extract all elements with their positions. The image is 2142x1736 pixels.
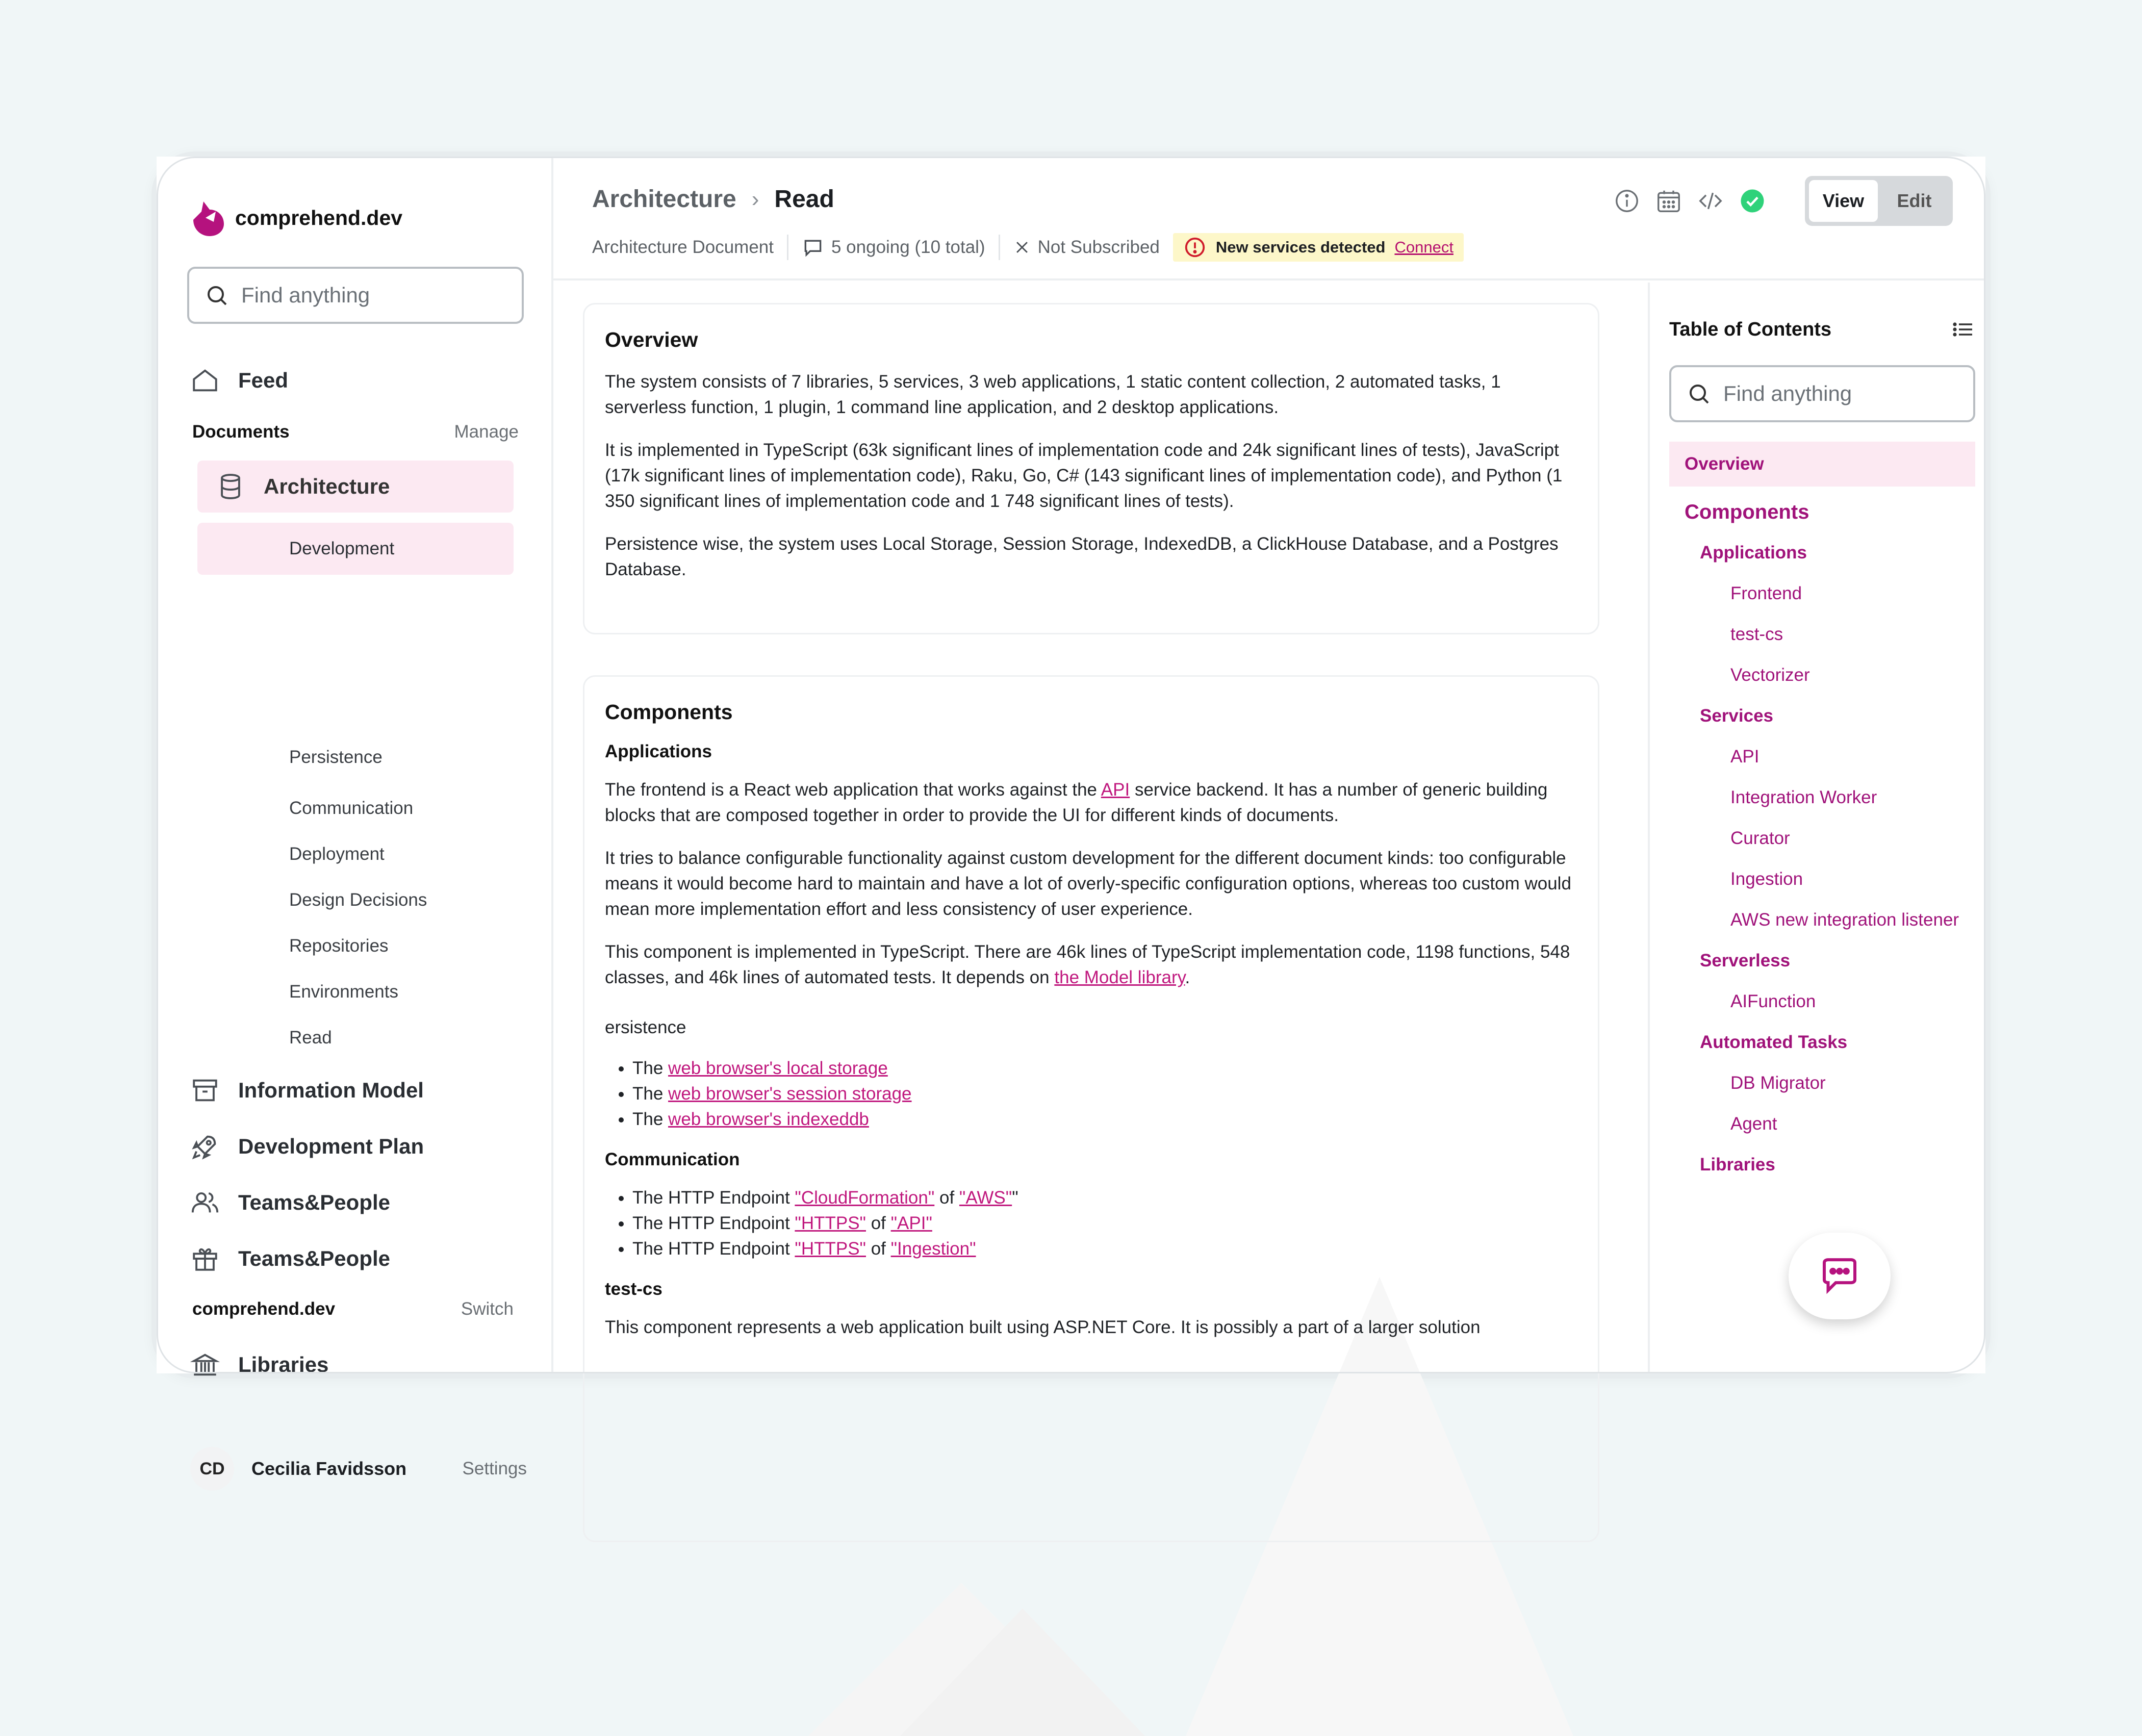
- endpoint-link[interactable]: "CloudFormation": [795, 1188, 935, 1208]
- toc-item-api[interactable]: API: [1730, 747, 1760, 767]
- sidebar-subitem-read[interactable]: Read: [289, 1028, 332, 1048]
- text-span: service backend. It has a number of generic building blocks that are composed together in order to provide the UI for different kinds of documents.: [605, 780, 1548, 825]
- brand-name: comprehend.dev: [235, 206, 403, 229]
- settings-link[interactable]: Settings: [462, 1459, 527, 1478]
- text-span: This component is implemented in TypeScript. There are 46k lines of TypeScript implementation code, 1198 functions, 548 classes, and 46k lines of automated tests. It depends on: [605, 942, 1570, 987]
- toc-item-test-cs[interactable]: test-cs: [1730, 624, 1783, 644]
- text-span: The: [632, 1109, 669, 1129]
- indexeddb-link[interactable]: web browser's indexeddb: [668, 1109, 869, 1129]
- sidebar-item-architecture[interactable]: [197, 461, 514, 513]
- component-paragraph: This component represents a web application built using ASP.NET Core. It is possibly a part of a larger solution: [605, 1317, 1481, 1337]
- toc-item-curator[interactable]: Curator: [1730, 828, 1790, 848]
- alert-text: New services detected: [1215, 238, 1386, 256]
- persistence-list: [632, 1056, 1577, 1132]
- sidebar-subitem-design-decisions[interactable]: Design Decisions: [289, 890, 427, 910]
- text-span: of: [865, 1239, 891, 1259]
- sidebar-item-information-model[interactable]: [190, 1076, 424, 1105]
- brand-logo-icon: [187, 197, 228, 238]
- workspace-title: comprehend.dev: [192, 1299, 336, 1319]
- service-link[interactable]: "AWS": [959, 1188, 1012, 1208]
- toc-item-libraries[interactable]: Libraries: [1700, 1155, 1775, 1175]
- sidebar-subitem-persistence[interactable]: Persistence: [289, 747, 382, 767]
- status-ok-icon: [1739, 187, 1766, 215]
- search-placeholder: Find anything: [1723, 381, 1852, 405]
- list-item: [632, 1236, 1577, 1262]
- sidebar-item-label: Information Model: [238, 1078, 424, 1102]
- communication-title: Communication: [605, 1150, 740, 1169]
- service-link[interactable]: "API": [890, 1213, 932, 1233]
- documents-section-header: [192, 422, 519, 442]
- code-icon[interactable]: [1697, 187, 1724, 215]
- toc-item-components[interactable]: Components: [1685, 501, 1809, 523]
- chevron-right-icon: ›: [751, 186, 759, 212]
- calendar-icon[interactable]: [1655, 187, 1682, 215]
- document-meta: [592, 232, 1464, 263]
- brand[interactable]: [187, 197, 402, 238]
- service-link[interactable]: "Ingestion": [890, 1239, 976, 1259]
- list-item: [632, 1185, 1577, 1211]
- toc-item-automated-tasks[interactable]: Automated Tasks: [1700, 1032, 1848, 1052]
- toc-title: Table of Contents: [1669, 318, 1832, 340]
- comments-label: 5 ongoing (10 total): [831, 237, 985, 257]
- toc-item-label: Overview: [1685, 454, 1764, 474]
- text-span: of: [865, 1213, 891, 1233]
- table-of-contents: [1648, 283, 1985, 1373]
- sidebar-item-label: Feed: [238, 368, 289, 392]
- view-edit-toggle: [1805, 176, 1953, 226]
- toc-item-integration-worker[interactable]: Integration Worker: [1730, 787, 1877, 807]
- gift-icon: [190, 1244, 220, 1273]
- rocket-icon: [190, 1132, 220, 1161]
- local-storage-link[interactable]: web browser's local storage: [668, 1058, 888, 1078]
- view-button[interactable]: View: [1809, 180, 1878, 222]
- users-icon: [190, 1188, 220, 1217]
- endpoint-link[interactable]: "HTTPS": [795, 1239, 866, 1259]
- toc-item-serverless[interactable]: Serverless: [1700, 951, 1791, 971]
- comment-icon: [802, 236, 824, 259]
- communication-list: [632, 1185, 1577, 1262]
- workspace-section-header: [192, 1299, 514, 1319]
- components-title: Components: [605, 700, 733, 724]
- user-name: Cecilia Favidsson: [251, 1458, 407, 1479]
- toc-item-aws-new-integration-listener[interactable]: AWS new integration listener: [1730, 910, 1959, 930]
- sidebar-subitem-development[interactable]: [197, 523, 514, 575]
- sidebar-subitem-label: Development: [289, 539, 395, 558]
- document-content[interactable]: [553, 283, 1646, 1373]
- avatar[interactable]: CD: [190, 1447, 234, 1491]
- manage-link[interactable]: Manage: [454, 422, 519, 442]
- text-span: ": [1012, 1188, 1018, 1208]
- sidebar-item-label: Teams&People: [238, 1246, 390, 1270]
- overview-card: [583, 303, 1599, 634]
- document-type: Architecture Document: [592, 237, 774, 257]
- sidebar-item-teams-people[interactable]: [190, 1188, 390, 1217]
- sidebar-search-input[interactable]: [187, 267, 524, 324]
- sidebar-item-feed[interactable]: [190, 366, 288, 395]
- list-item: [632, 1056, 1577, 1081]
- sidebar-subitem-environments[interactable]: Environments: [289, 982, 398, 1002]
- subscription-label: Not Subscribed: [1037, 237, 1160, 257]
- app-window: [151, 151, 1991, 1479]
- text-span: The frontend is a React web application that works against the: [605, 780, 1101, 800]
- overview-paragraph: The system consists of 7 libraries, 5 services, 3 web applications, 1 static content collection, 2 automated tasks, 1 serverless function, 1 plugin, 1 command line application, and 2 desktop applications.: [605, 372, 1501, 417]
- header-actions: [1613, 187, 1766, 215]
- toc-item-overview[interactable]: [1669, 442, 1975, 487]
- text-span: of: [934, 1188, 959, 1208]
- search-placeholder: Find anything: [241, 283, 370, 307]
- list-item: [632, 1107, 1577, 1132]
- component-paragraph: It tries to balance configurable functionality against custom development for the different document kinds: too configurable means it would become hard to maintain and have a lot of overly-specific configuration options, whereas too custom would mean more implementation effort and less consistency of user experience.: [605, 848, 1571, 919]
- toc-item-ingestion[interactable]: Ingestion: [1730, 869, 1803, 889]
- components-card: [583, 675, 1599, 1542]
- sidebar-subitem-deployment[interactable]: Deployment: [289, 844, 385, 864]
- toc-item-db-migrator[interactable]: DB Migrator: [1730, 1073, 1826, 1093]
- applications-title: Applications: [605, 742, 712, 761]
- page-header: [553, 157, 1985, 280]
- bank-icon: [190, 1350, 220, 1380]
- list-item: [632, 1211, 1577, 1236]
- meta-divider: [787, 235, 788, 260]
- toc-item-aifunction[interactable]: AIFunction: [1730, 991, 1816, 1011]
- text-span: The: [632, 1058, 669, 1078]
- user-row: [190, 1447, 527, 1491]
- overview-paragraph: Persistence wise, the system uses Local Storage, Session Storage, IndexedDB, a ClickHouse Database, and a Postgres Database.: [605, 534, 1559, 579]
- info-icon[interactable]: [1613, 187, 1641, 215]
- edit-button[interactable]: Edit: [1897, 190, 1932, 211]
- toc-header: [1669, 317, 1975, 342]
- comments-count[interactable]: [802, 236, 985, 259]
- list-item: [632, 1081, 1577, 1107]
- toc-item-frontend[interactable]: Frontend: [1730, 583, 1802, 603]
- testcs-title: test-cs: [605, 1279, 662, 1299]
- sidebar: [157, 157, 553, 1479]
- alert-circle-icon: [1183, 236, 1207, 259]
- search-icon: [205, 283, 229, 308]
- sidebar-item-label: Development Plan: [238, 1134, 424, 1158]
- sidebar-item-development-plan[interactable]: [190, 1132, 424, 1161]
- overview-paragraph: It is implemented in TypeScript (63k significant lines of implementation code and 24k significant lines of tests), JavaScript (17k significant lines of implementation code), Raku, Go, C# (143 significant lines of implementation code), and Python (1 350 significant lines of implementation code and 1 748 significant lines of tests).: [605, 440, 1563, 511]
- api-link[interactable]: API: [1101, 780, 1130, 800]
- text-span: The: [632, 1084, 669, 1104]
- session-storage-link[interactable]: web browser's session storage: [668, 1084, 912, 1104]
- sidebar-subitem-communication[interactable]: Communication: [289, 798, 414, 818]
- chat-button[interactable]: [1789, 1233, 1891, 1319]
- connect-link[interactable]: Connect: [1394, 238, 1454, 256]
- toc-item-vectorizer[interactable]: Vectorizer: [1730, 665, 1810, 685]
- text-span: .: [1185, 967, 1190, 987]
- component-paragraph: [605, 777, 1577, 828]
- endpoint-link[interactable]: "HTTPS": [795, 1213, 866, 1233]
- page-title: Read: [774, 186, 834, 213]
- sidebar-item-libraries[interactable]: [190, 1350, 328, 1380]
- persistence-heading: ersistence: [605, 1017, 686, 1037]
- close-icon: [1013, 239, 1031, 256]
- services-alert: [1173, 233, 1464, 262]
- home-icon: [190, 366, 220, 395]
- chat-bubble-icon: [1817, 1253, 1863, 1299]
- list-icon[interactable]: [1951, 317, 1975, 342]
- sidebar-subitem-repositories[interactable]: Repositories: [289, 936, 389, 956]
- meta-divider: [999, 235, 1000, 260]
- sidebar-item-label: Teams&People: [238, 1190, 390, 1214]
- toc-item-agent[interactable]: Agent: [1730, 1114, 1777, 1134]
- documents-title: Documents: [192, 422, 290, 442]
- sidebar-item-label: Architecture: [264, 474, 390, 498]
- text-span: The HTTP Endpoint: [632, 1239, 795, 1259]
- database-icon: [216, 472, 245, 501]
- overview-title: Overview: [605, 328, 698, 351]
- subscription-toggle[interactable]: [1013, 237, 1160, 258]
- model-library-link[interactable]: the Model library: [1054, 967, 1185, 987]
- switch-link[interactable]: Switch: [461, 1299, 514, 1319]
- toc-search-input[interactable]: [1669, 365, 1975, 422]
- search-icon: [1687, 381, 1711, 406]
- breadcrumb: [592, 185, 834, 213]
- text-span: The HTTP Endpoint: [632, 1213, 795, 1233]
- archive-icon: [190, 1076, 220, 1105]
- sidebar-item-teams-people-gift[interactable]: [190, 1244, 390, 1273]
- breadcrumb-parent[interactable]: Architecture: [592, 186, 736, 213]
- component-paragraph: [605, 939, 1577, 990]
- sidebar-item-label: Libraries: [238, 1352, 329, 1376]
- text-span: The HTTP Endpoint: [632, 1188, 795, 1208]
- toc-item-services[interactable]: Services: [1700, 706, 1774, 726]
- toc-item-applications[interactable]: Applications: [1700, 543, 1807, 563]
